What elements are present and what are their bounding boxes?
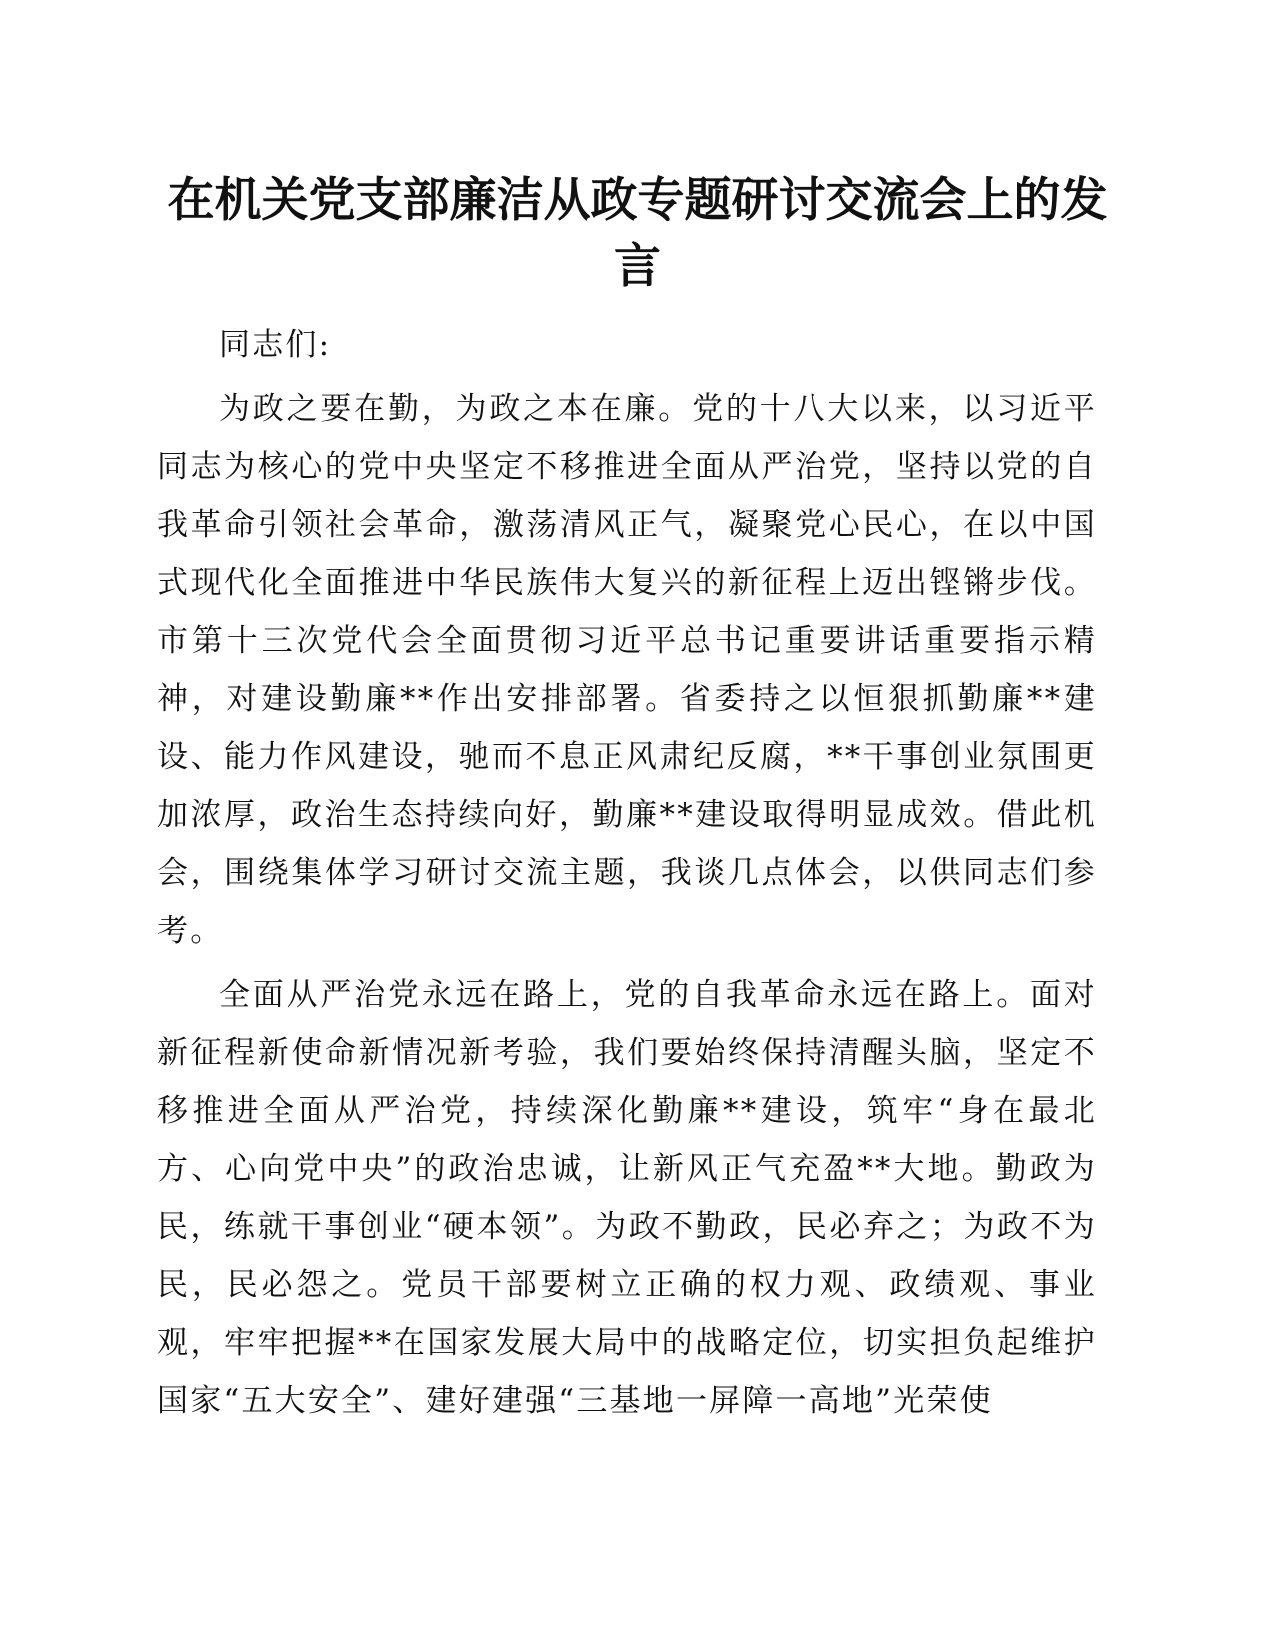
paragraph-2: 全面从严治党永远在路上，党的自我革命永远在路上。面对新征程新使命新情况新考验，我们要始终保持清醒头脑，坚定不移推进全面从严治党，持续深化勤廉**建设，筑牢“身在最北方、心向党中央”的政治忠诚，让新风正气充盈**大地。勤政为民，练就干事创业“硬本领”。为政不勤政，民必弃之；为政不为民，民必怨之。党员干部要树立正确的权力观、政绩观、事业观，牢牢把握**在国家发展大局中的战略定位，切实担负起维护国家“五大安全”、建好建强“三基地一屏障一高地”光荣使 (157, 977, 1097, 1419)
paragraph-1: 为政之要在勤，为政之本在廉。党的十八大以来，以习近平同志为核心的党中央坚定不移推进全面从严治党，坚持以党的自我革命引领社会革命，激荡清风正气，凝聚党心民心，在以中国式现代化全面推进中华民族伟大复兴的新征程上迈出铿锵步伐。市第十三次党代会全面贯彻习近平总书记重要讲话重要指示精神，对建设勤廉**作出安排部署。省委持之以恒狠抓勤廉**建设、能力作风建设，驰而不息正风肃纪反腐，**干事创业氛围更加浓厚，政治生态持续向好，勤廉**建设取得明显成效。借此机会，围绕集体学习研讨交流主题，我谈几点体会，以供同志们参考。 (157, 391, 1097, 949)
document-title: 在机关党支部廉洁从政专题研讨交流会上的发言 (167, 173, 1108, 294)
salutation: 同志们: (219, 327, 332, 363)
document-body (157, 316, 1097, 1430)
